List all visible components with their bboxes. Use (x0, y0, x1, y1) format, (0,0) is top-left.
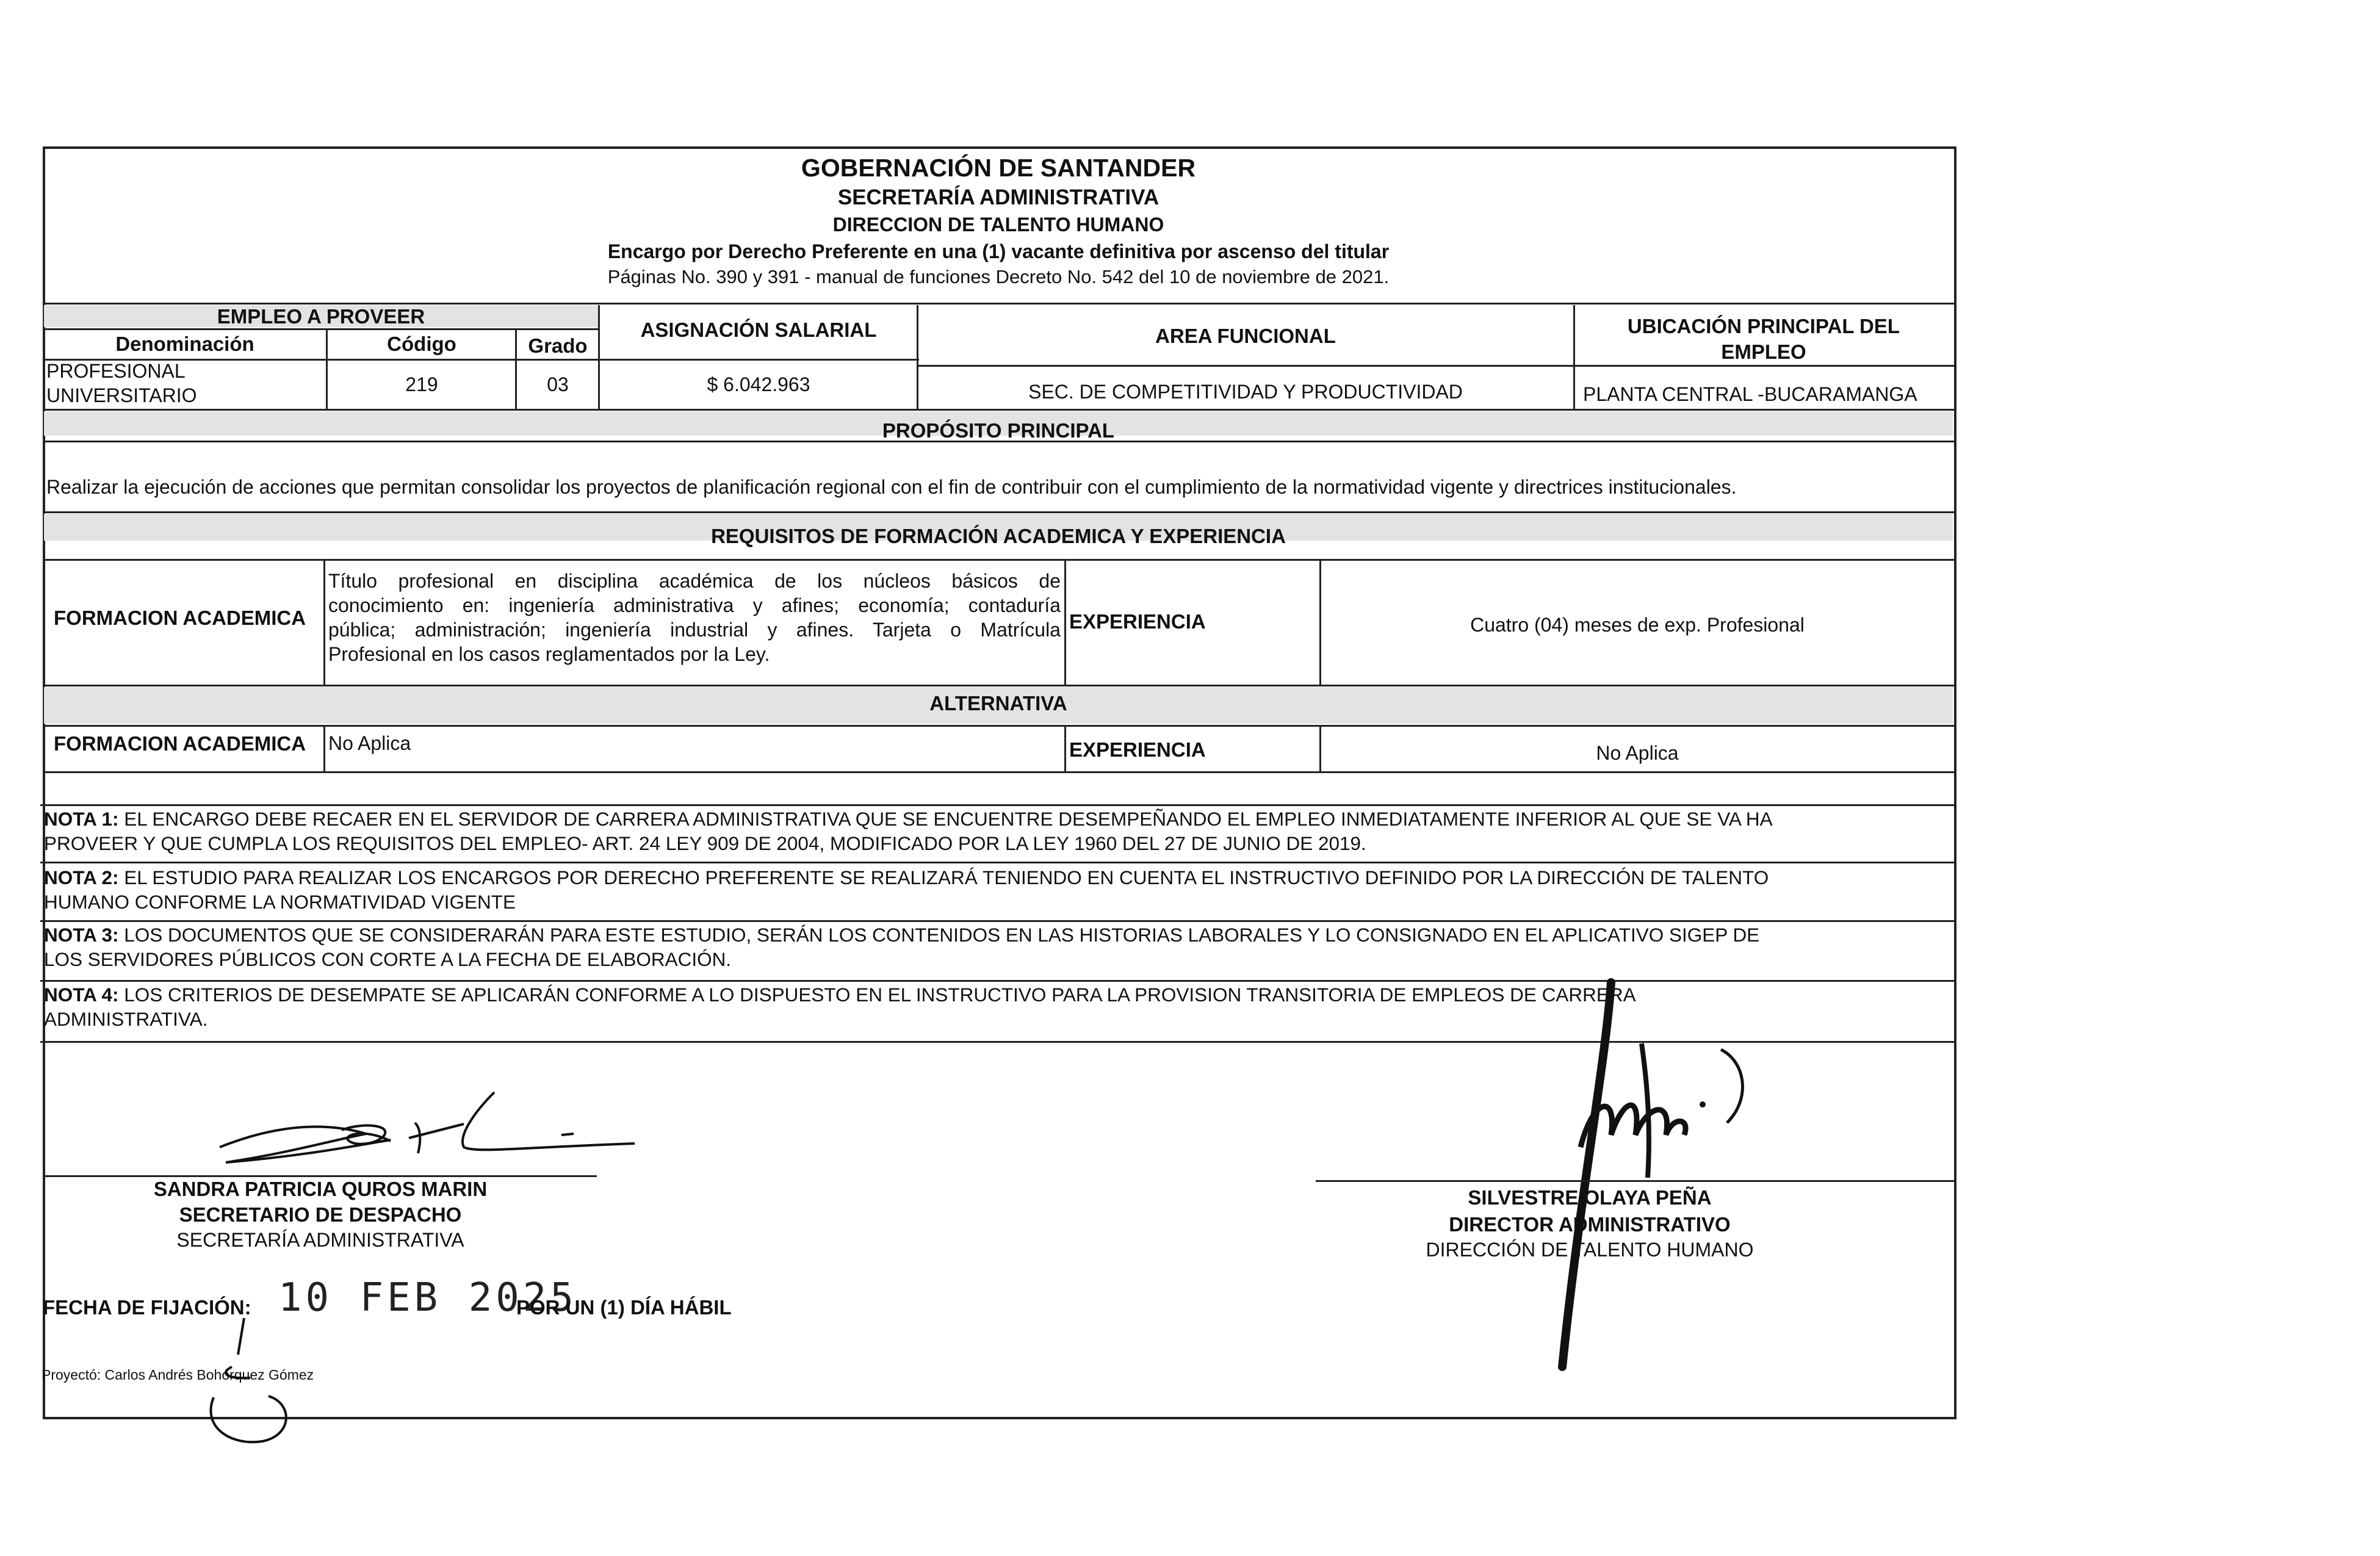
fijacion-duration: POR UN (1) DÍA HÁBIL (516, 1296, 732, 1319)
col-denominacion: Denominación (115, 333, 254, 355)
experiencia-value: Cuatro (04) meses de exp. Profesional (1470, 614, 1805, 636)
col-area: AREA FUNCIONAL (1155, 325, 1336, 347)
grado-value: 03 (547, 373, 569, 395)
date-stamp: 10 FEB 2025 (278, 1275, 577, 1320)
formacion-text (328, 569, 1061, 666)
nota-3-label: NOTA 3: (44, 924, 119, 946)
left-signer-name: SANDRA PATRICIA QUROS MARIN (153, 1178, 488, 1200)
encargo-subtitle: Encargo por Derecho Preferente en una (1) vacante definitiva por ascenso del titular (607, 240, 1390, 262)
proposito-text: Realizar la ejecución de acciones que permitan consolidar los proyectos de planificación regional con el fin de contribuir con el cumplimiento de la normatividad vigente y directrices institucionales. (46, 476, 1737, 498)
left-signer-role: SECRETARIO DE DESPACHO (179, 1203, 462, 1226)
nota-2-label: NOTA 2: (44, 866, 119, 888)
initials-mark (195, 1306, 305, 1452)
left-signer-dept: SECRETARÍA ADMINISTRATIVA (176, 1229, 464, 1251)
alt-formacion-value: No Aplica (328, 732, 411, 754)
empleo-group-header: EMPLEO A PROVEER (217, 305, 425, 328)
paginas-subtitle: Páginas No. 390 y 391 - manual de funciones Decreto No. 542 del 10 de noviembre de 2021. (607, 266, 1390, 287)
formacion-line-1: Título profesional en disciplina académica de los núcleos básicos de (328, 570, 1061, 592)
nota-3 (44, 923, 1759, 971)
nota-4 (44, 982, 1636, 1031)
nota-4-line-2: ADMINISTRATIVA. (44, 1008, 208, 1030)
col-codigo: Código (387, 333, 456, 355)
asignacion-value: $ 6.042.963 (707, 373, 810, 395)
formacion-line-3: pública; administración; ingeniería industrial y afines. Tarjeta o Matrícula (328, 619, 1061, 641)
right-signer-role: DIRECTOR ADMINISTRATIVO (1449, 1213, 1731, 1236)
area-value: SEC. DE COMPETITIVIDAD Y PRODUCTIVIDAD (1028, 381, 1463, 403)
denominacion-value-2: UNIVERSITARIO (46, 384, 197, 406)
alt-experiencia-value: No Aplica (1596, 742, 1679, 764)
col-grado: Grado (528, 334, 588, 357)
nota-1-line-2: PROVEER Y QUE CUMPLA LOS REQUISITOS DEL EMPLEO- ART. 24 LEY 909 DE 2004, MODIFICADO POR LA LEY 1960 DEL 27 DE JUNIO DE 2019. (44, 832, 1366, 854)
nota-1 (44, 807, 1773, 855)
requisitos-header: REQUISITOS DE FORMACIÓN ACADEMICA Y EXPERIENCIA (711, 525, 1286, 547)
alt-experiencia-label: EXPERIENCIA (1069, 738, 1206, 761)
alt-formacion-label: FORMACION ACADEMICA (54, 732, 306, 755)
codigo-value: 219 (405, 373, 438, 395)
nota-1-label: NOTA 1: (44, 808, 119, 830)
right-signer-dept: DIRECCIÓN DE TALENTO HUMANO (1426, 1239, 1754, 1261)
denominacion-value-1: PROFESIONAL (46, 360, 186, 382)
formacion-line-4: Profesional en los casos reglamentados por la Ley. (328, 643, 770, 665)
nota-4-line-1: LOS CRITERIOS DE DESEMPATE SE APLICARÁN CONFORME A LO DISPUESTO EN EL INSTRUCTIVO PARA LA PROVISION TRANSITORIA DE EMPLEOS DE CARRERA (118, 984, 1636, 1006)
col-asignacion: ASIGNACIÓN SALARIAL (640, 319, 877, 341)
nota-4-label: NOTA 4: (44, 984, 119, 1006)
org-title: GOBERNACIÓN DE SANTANDER (801, 154, 1196, 182)
ubicacion-value: PLANTA CENTRAL -BUCARAMANGA (1583, 383, 1917, 405)
fecha-fijacion-label: FECHA DE FIJACIÓN: (43, 1296, 251, 1319)
alternativa-header: ALTERNATIVA (929, 692, 1067, 715)
secretaria-title: SECRETARÍA ADMINISTRATIVA (837, 185, 1159, 209)
nota-2-line-2: HUMANO CONFORME LA NORMATIVIDAD VIGENTE (44, 891, 516, 913)
right-signer-name: SILVESTRE OLAYA PEÑA (1468, 1186, 1712, 1209)
right-signature (1489, 976, 1806, 1379)
col-ubicacion: UBICACIÓN PRINCIPAL DEL EMPLEO (1627, 315, 1900, 363)
experiencia-label: EXPERIENCIA (1069, 610, 1206, 633)
direccion-title: DIRECCION DE TALENTO HUMANO (832, 214, 1164, 236)
proposito-header: PROPÓSITO PRINCIPAL (882, 419, 1115, 442)
nota-2-line-1: EL ESTUDIO PARA REALIZAR LOS ENCARGOS POR DERECHO PREFERENTE SE REALIZARÁ TENIENDO EN CUENTA EL INSTRUCTIVO DEFINIDO POR LA DIRECCIÓN DE TALENTO (118, 866, 1769, 888)
formacion-label: FORMACION ACADEMICA (54, 607, 306, 629)
nota-3-line-2: LOS SERVIDORES PÚBLICOS CON CORTE A LA FECHA DE ELABORACIÓN. (44, 948, 732, 970)
nota-1-line-1: EL ENCARGO DEBE RECAER EN EL SERVIDOR DE CARRERA ADMINISTRATIVA QUE SE ENCUENTRE DESEMPEÑANDO EL EMPLEO INMEDIATAMENTE INFERIOR AL QUE SE VA HA (118, 808, 1773, 830)
left-signature (207, 1086, 647, 1178)
nota-2 (44, 865, 1769, 914)
formacion-line-2: conocimiento en: ingeniería administrativa y afines; economía; contaduría (328, 594, 1061, 616)
nota-3-line-1: LOS DOCUMENTOS QUE SE CONSIDERARÁN PARA ESTE ESTUDIO, SERÁN LOS CONTENIDOS EN LAS HISTORIAS LABORALES Y LO CONSIGNADO EN EL APLICATIVO SIGEP DE (118, 924, 1760, 946)
proyecto-text: Proyectó: Carlos Andrés Bohórquez Gómez (41, 1367, 314, 1383)
